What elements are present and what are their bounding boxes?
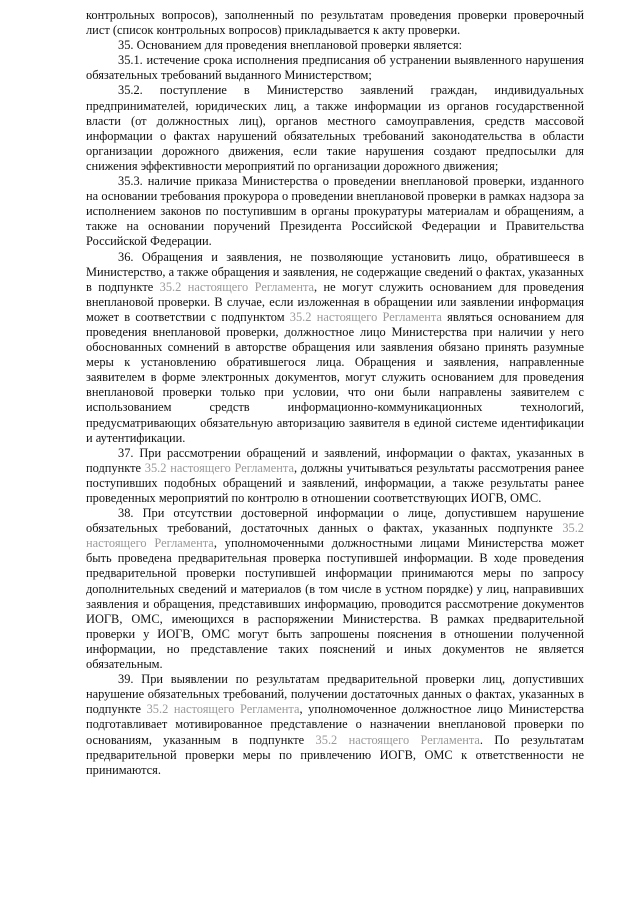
- paragraph-p38: [86, 506, 584, 672]
- paragraph-text: 39. При выявлении по результатам предварительной проверки лиц, допустивших нарушение обязательных требований, получении достаточных данных о фактах, указанных в подпункте: [86, 672, 584, 717]
- paragraph-text: 38. При отсутствии достоверной информации о лице, допустившем нарушение обязательных требований, достаточных данных о фактах, указанных подпункте: [86, 506, 584, 536]
- paragraph-text: 35.2. поступление в Министерство заявлений граждан, индивидуальных предпринимателей, юридических лиц, а также информации из органов государственной власти (от должностных лиц), органов местного самоуправления, средств массовой информации о фактах нарушений обязательных требований законодательства в области организации дорожного движения, если такие нарушения создают предпосылки для снижения эффективности мероприятий по организации дорожного движения;: [86, 83, 584, 173]
- paragraph-p37: [86, 446, 584, 506]
- paragraph-text: контрольных вопросов), заполненный по результатам проведения проверки проверочный лист (список контрольных вопросов) прикладывается к акту проверки.: [86, 8, 584, 38]
- paragraph-p-cont: [86, 8, 584, 38]
- paragraph-p39: [86, 672, 584, 778]
- paragraph-p35-3: [86, 174, 584, 249]
- regulation-reference-link[interactable]: 35.2 настоящего Регламента: [159, 279, 315, 294]
- paragraph-text: , не могут служить основанием для проведения внеплановой проверки. В случае, если изложенная в обращении или заявлении информация может в соответствии с подпунктом: [86, 279, 584, 324]
- paragraph-text: . По результатам предварительной проверки меры по привлечению ИОГВ, ОМС к ответственности не принимаются.: [86, 732, 584, 777]
- paragraph-text: , уполномоченными должностными лицами Министерства может быть проведена предварительная проверка поступившей информации. В ходе проведения предварительной проверки поступившей информации принимаются меры по запросу дополнительных сведений и материалов (в том числе в устном порядке) у лиц, направивших заявления и обращения, представивших информацию, проводится рассмотрение документов ИОГВ, ОМС, имеющихся в распоряжении Министерства. В рамках предварительной проверки у ИОГВ, ОМС могут быть запрошены пояснения в отношении полученной информации, но представление таких пояснений и иных документов не является обязательным.: [86, 536, 584, 672]
- paragraph-p35-1: [86, 53, 584, 83]
- regulation-reference-link[interactable]: 35.2 настоящего Регламента: [289, 309, 442, 324]
- regulation-reference-link[interactable]: 35.2 настоящего Регламента: [144, 460, 294, 475]
- paragraph-text: 35. Основанием для проведения внеплановой проверки является:: [118, 38, 463, 53]
- paragraph-text: , уполномоченное должностное лицо Министерства подготавливает мотивированное представление о назначении внеплановой проверки по основаниям, указанным в подпункте: [86, 702, 585, 747]
- paragraph-p35: [86, 38, 584, 53]
- paragraph-text: , должны учитываться результаты рассмотрения ранее поступивших подобных обращений и заявлений, информации, а также результаты ранее проведенных мероприятий по контролю в отношении соответствующих ИОГВ, ОМС.: [86, 460, 584, 505]
- regulation-reference-link[interactable]: 35.2 настоящего Регламента: [315, 732, 480, 747]
- paragraph-text: 36. Обращения и заявления, не позволяющие установить лицо, обратившееся в Министерство, а также обращения и заявления, не содержащие сведений о фактах, указанных в подпункте: [86, 249, 584, 294]
- regulation-reference-link[interactable]: 35.2 настоящего Регламента: [86, 521, 584, 551]
- paragraph-text: являться основанием для проведения внеплановой проверки, должностное лицо Министерства при наличии у него обоснованных сомнений в авторстве обращения или заявления обязано принять разумные меры к установлению обратившегося лица. Обращения и заявления, направленные заявителем в форме электронных документов, могут служить основанием для проведения внеплановой проверки только при условии, что они были направлены заявителем с использованием средств информационно-коммуникационных технологий, предусматривающих обязательную авторизацию заявителя в единой системе идентификации и аутентификации.: [86, 309, 585, 445]
- paragraph-text: 35.1. истечение срока исполнения предписания об устранении выявленного нарушения обязательных требований выданного Министерством;: [86, 53, 584, 83]
- paragraph-text: 37. При рассмотрении обращений и заявлений, информации о фактах, указанных в подпункте: [86, 445, 584, 475]
- document-body: [86, 8, 584, 778]
- paragraph-p35-2: [86, 83, 584, 174]
- paragraph-p36: [86, 250, 584, 446]
- regulation-reference-link[interactable]: 35.2 настоящего Регламента: [146, 702, 300, 717]
- paragraph-text: 35.3. наличие приказа Министерства о проведении внеплановой проверки, изданного на основании требования прокурора о проведении внеплановой проверки в рамках надзора за исполнением законов по поступившим в органы прокуратуры материалам и обращениям, а также на основании поручений Президента Российской Федерации и Правительства Российской Федерации.: [86, 174, 584, 249]
